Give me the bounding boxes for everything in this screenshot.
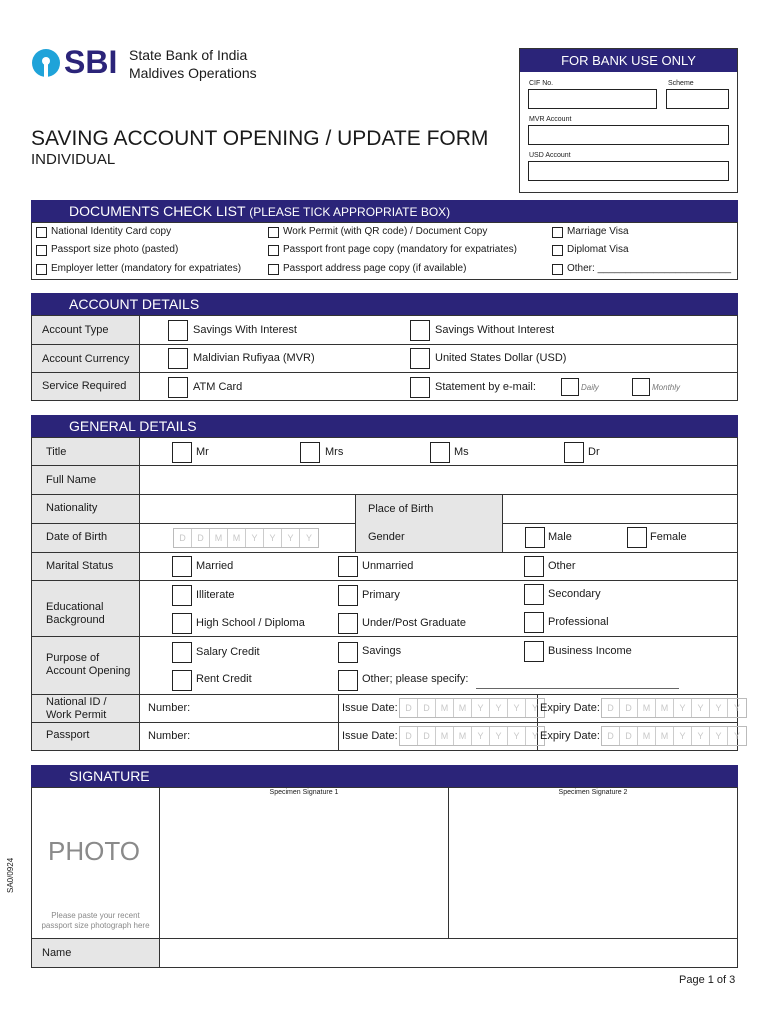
nid-issue-date-input[interactable]	[399, 698, 545, 718]
purpose-savings-label: Savings	[362, 645, 402, 657]
specimen-signature-2-label: Specimen Signature 2	[558, 789, 628, 796]
date-digit-cell: D	[418, 727, 436, 745]
salary-credit-checkbox[interactable]	[172, 642, 192, 663]
mvr-account-label: MVR Account	[529, 116, 572, 123]
passport-expiry-date-input[interactable]	[601, 726, 747, 746]
graduate-label: Under/Post Graduate	[362, 617, 466, 629]
doc-other-checkbox[interactable]	[552, 264, 563, 275]
date-digit-cell: Y	[490, 727, 508, 745]
professional-checkbox[interactable]	[524, 612, 544, 633]
date-digit-cell: Y	[674, 699, 692, 717]
business-income-label: Business Income	[548, 645, 632, 657]
doc-nic-label: National Identity Card copy	[51, 226, 172, 237]
passport-label: Passport	[46, 729, 90, 741]
service-required-label: Service Required	[42, 380, 127, 392]
nid-issue-label: Issue Date:	[342, 702, 398, 714]
title-ms-label: Ms	[454, 446, 469, 458]
doc-passport-photo-label: Passport size photo (pasted)	[51, 244, 179, 255]
gender-female-label: Female	[650, 531, 687, 543]
date-digit-cell: Y	[264, 529, 282, 547]
account-type-label: Account Type	[42, 324, 109, 336]
doc-diplomat-visa-label: Diplomat Visa	[567, 244, 629, 255]
doc-passport-address-label: Passport address page copy (if available)	[283, 263, 467, 274]
doc-work-permit-checkbox[interactable]	[268, 227, 279, 238]
date-digit-cell: M	[638, 699, 656, 717]
business-income-checkbox[interactable]	[524, 641, 544, 662]
primary-checkbox[interactable]	[338, 585, 358, 606]
bank-name: State Bank of India	[129, 47, 248, 63]
doc-passport-front-checkbox[interactable]	[268, 245, 279, 256]
daily-label: Daily	[581, 383, 599, 392]
national-id-label-1: National ID /	[46, 696, 107, 708]
title-mr-label: Mr	[196, 446, 209, 458]
title-dr-label: Dr	[588, 446, 600, 458]
date-digit-cell: M	[656, 727, 674, 745]
scheme-input[interactable]	[666, 89, 729, 109]
date-digit-cell: D	[620, 727, 638, 745]
docs-title-note: (PLEASE TICK APPROPRIATE BOX)	[249, 205, 451, 219]
date-digit-cell: Y	[674, 727, 692, 745]
savings-without-interest-checkbox[interactable]	[410, 320, 430, 341]
full-name-label: Full Name	[46, 474, 97, 486]
form-title: SAVING ACCOUNT OPENING / UPDATE FORM	[31, 127, 489, 150]
rent-credit-label: Rent Credit	[196, 673, 252, 685]
date-digit-cell: M	[454, 699, 472, 717]
photo-note-2: passport size photograph here	[41, 921, 150, 930]
graduate-checkbox[interactable]	[338, 613, 358, 634]
doc-work-permit-label: Work Permit (with QR code) / Document Copy	[283, 226, 488, 237]
usd-checkbox[interactable]	[410, 348, 430, 369]
married-label: Married	[196, 560, 234, 572]
date-digit-cell: D	[400, 699, 418, 717]
nationality-label: Nationality	[46, 502, 98, 514]
divider	[31, 722, 738, 723]
divider	[31, 552, 738, 553]
savings-without-interest-label: Savings Without Interest	[435, 324, 555, 336]
doc-passport-front-label: Passport front page copy (mandatory for expatriates)	[283, 244, 518, 255]
passport-issue-date-input[interactable]	[399, 726, 545, 746]
account-currency-label: Account Currency	[42, 353, 130, 365]
passport-issue-label: Issue Date:	[342, 730, 398, 742]
date-digit-cell: Y	[733, 731, 740, 741]
purpose-label-1: Purpose of	[46, 652, 100, 664]
date-digit-cell: Y	[531, 703, 538, 713]
full-name-input[interactable]	[141, 466, 737, 494]
date-digit-cell: Y	[710, 727, 728, 745]
date-digit-cell: M	[436, 699, 454, 717]
date-digit-cell: M	[656, 699, 674, 717]
high-school-checkbox[interactable]	[172, 613, 192, 634]
date-digit-cell: D	[174, 529, 192, 547]
date-digit-cell: D	[400, 727, 418, 745]
signature-header: SIGNATURE	[31, 765, 738, 787]
date-digit-cell: Y	[246, 529, 264, 547]
doc-marriage-visa-label: Marriage Visa	[567, 226, 629, 237]
purpose-label-2: Account Opening	[46, 665, 131, 677]
marital-other-checkbox[interactable]	[524, 556, 544, 577]
gender-male-checkbox[interactable]	[525, 527, 545, 548]
doc-employer-letter-checkbox[interactable]	[36, 264, 47, 275]
general-header: GENERAL DETAILS	[31, 415, 738, 437]
photo-note-1: Please paste your recent	[51, 911, 140, 920]
doc-other-label: Other: ________________________	[567, 263, 732, 274]
marital-status-label: Marital Status	[46, 560, 114, 572]
specimen-signature-1-area[interactable]	[160, 798, 448, 938]
usd-account-input[interactable]	[528, 161, 729, 181]
bank-use-header: FOR BANK USE ONLY	[520, 49, 737, 72]
divider	[31, 636, 738, 637]
education-label-1: Educational	[46, 601, 104, 613]
divider	[31, 580, 738, 581]
sbi-logo-icon	[31, 48, 61, 78]
date-digit-cell: M	[228, 529, 246, 547]
date-digit-cell: Y	[692, 699, 710, 717]
date-digit-cell: Y	[490, 699, 508, 717]
divider	[31, 372, 738, 373]
divider	[31, 694, 738, 695]
gender-label: Gender	[368, 531, 405, 543]
salary-credit-label: Salary Credit	[196, 646, 260, 658]
usd-label: United States Dollar (USD)	[435, 352, 567, 364]
docs-header	[31, 200, 738, 222]
date-digit-cell: Y	[282, 529, 300, 547]
doc-employer-letter-label: Employer letter (mandatory for expatriates)	[51, 263, 242, 274]
date-digit-cell: D	[602, 727, 620, 745]
doc-nic-checkbox[interactable]	[36, 227, 47, 238]
date-digit-cell: M	[436, 727, 454, 745]
title-label: Title	[46, 446, 67, 458]
signature-name-label: Name	[42, 947, 72, 959]
savings-with-interest-label: Savings With Interest	[193, 324, 297, 336]
bank-operations: Maldives Operations	[129, 65, 257, 81]
doc-marriage-visa-checkbox[interactable]	[552, 227, 563, 238]
date-digit-cell: Y	[710, 699, 728, 717]
date-digit-cell: M	[454, 727, 472, 745]
signature-name-input[interactable]	[160, 939, 737, 967]
mvr-label: Maldivian Rufiyaa (MVR)	[193, 352, 315, 364]
sbi-logo	[31, 48, 61, 83]
date-digit-cell: Y	[733, 703, 740, 713]
email-statement-label: Statement by e-mail:	[435, 381, 536, 393]
date-digit-cell: D	[620, 699, 638, 717]
specimen-signature-1-label: Specimen Signature 1	[269, 789, 339, 796]
atm-card-checkbox[interactable]	[168, 377, 188, 398]
gender-female-checkbox[interactable]	[627, 527, 647, 548]
page-number: Page 1 of 3	[679, 974, 736, 986]
scheme-label: Scheme	[668, 80, 694, 87]
place-of-birth-label: Place of Birth	[368, 503, 434, 515]
title-dr-checkbox[interactable]	[564, 442, 584, 463]
form-subtitle: INDIVIDUAL	[31, 151, 116, 168]
title-mrs-label: Mrs	[325, 446, 344, 458]
title-ms-checkbox[interactable]	[430, 442, 450, 463]
cif-label: CIF No.	[529, 80, 554, 87]
date-digit-cell: D	[418, 699, 436, 717]
docs-title: DOCUMENTS CHECK LIST	[69, 203, 250, 219]
savings-with-interest-checkbox[interactable]	[168, 320, 188, 341]
rent-credit-checkbox[interactable]	[172, 670, 192, 691]
divider	[338, 694, 339, 750]
date-digit-cell: D	[192, 529, 210, 547]
date-digit-cell: Y	[508, 699, 526, 717]
date-digit-cell: Y	[692, 727, 710, 745]
secondary-label: Secondary	[548, 588, 601, 600]
divider	[31, 344, 738, 345]
date-digit-cell: Y	[305, 533, 312, 543]
sbi-logo-text: SBI	[64, 44, 118, 80]
date-digit-cell: Y	[472, 727, 490, 745]
date-digit-cell: Y	[508, 727, 526, 745]
place-of-birth-input[interactable]	[503, 495, 737, 523]
doc-passport-photo-checkbox[interactable]	[36, 245, 47, 256]
doc-diplomat-visa-checkbox[interactable]	[552, 245, 563, 256]
gender-male-label: Male	[548, 531, 572, 543]
illiterate-checkbox[interactable]	[172, 585, 192, 606]
email-statement-checkbox[interactable]	[410, 377, 430, 398]
date-digit-cell: D	[602, 699, 620, 717]
doc-passport-address-checkbox[interactable]	[268, 264, 279, 275]
date-digit-cell: Y	[531, 731, 538, 741]
marital-other-label: Other	[548, 560, 576, 572]
account-header: ACCOUNT DETAILS	[31, 293, 738, 315]
education-label-2: Background	[46, 614, 105, 626]
purpose-other-checkbox[interactable]	[338, 670, 358, 691]
usd-account-label: USD Account	[529, 152, 571, 159]
purpose-other-line[interactable]	[476, 688, 679, 689]
purpose-other-label: Other; please specify:	[362, 673, 469, 685]
nid-expiry-date-input[interactable]	[601, 698, 747, 718]
purpose-savings-checkbox[interactable]	[338, 642, 358, 663]
daily-checkbox[interactable]	[561, 378, 579, 396]
monthly-checkbox[interactable]	[632, 378, 650, 396]
dob-label: Date of Birth	[46, 531, 108, 543]
married-checkbox[interactable]	[172, 556, 192, 577]
photo-label: PHOTO	[48, 836, 140, 866]
cif-input[interactable]	[528, 89, 657, 109]
form-code: SA0/0924	[6, 857, 15, 893]
primary-label: Primary	[362, 589, 400, 601]
nid-expiry-label: Expiry Date:	[540, 702, 600, 714]
monthly-label: Monthly	[652, 383, 681, 392]
unmarried-checkbox[interactable]	[338, 556, 358, 577]
dob-date-input[interactable]	[173, 528, 319, 548]
passport-expiry-label: Expiry Date:	[540, 730, 600, 742]
nationality-input[interactable]	[141, 495, 355, 523]
date-digit-cell: Y	[472, 699, 490, 717]
date-digit-cell: M	[638, 727, 656, 745]
date-digit-cell: M	[210, 529, 228, 547]
professional-label: Professional	[548, 616, 609, 628]
secondary-checkbox[interactable]	[524, 584, 544, 605]
atm-card-label: ATM Card	[193, 381, 243, 393]
title-mrs-checkbox[interactable]	[300, 442, 320, 463]
passport-number-label: Number:	[148, 730, 191, 742]
title-mr-checkbox[interactable]	[172, 442, 192, 463]
nid-number-label: Number:	[148, 702, 191, 714]
illiterate-label: Illiterate	[196, 589, 235, 601]
unmarried-label: Unmarried	[362, 560, 414, 572]
mvr-account-input[interactable]	[528, 125, 729, 145]
high-school-label: High School / Diploma	[196, 617, 305, 629]
mvr-checkbox[interactable]	[168, 348, 188, 369]
specimen-signature-2-area[interactable]	[449, 798, 737, 938]
national-id-label-2: Work Permit	[46, 709, 107, 721]
